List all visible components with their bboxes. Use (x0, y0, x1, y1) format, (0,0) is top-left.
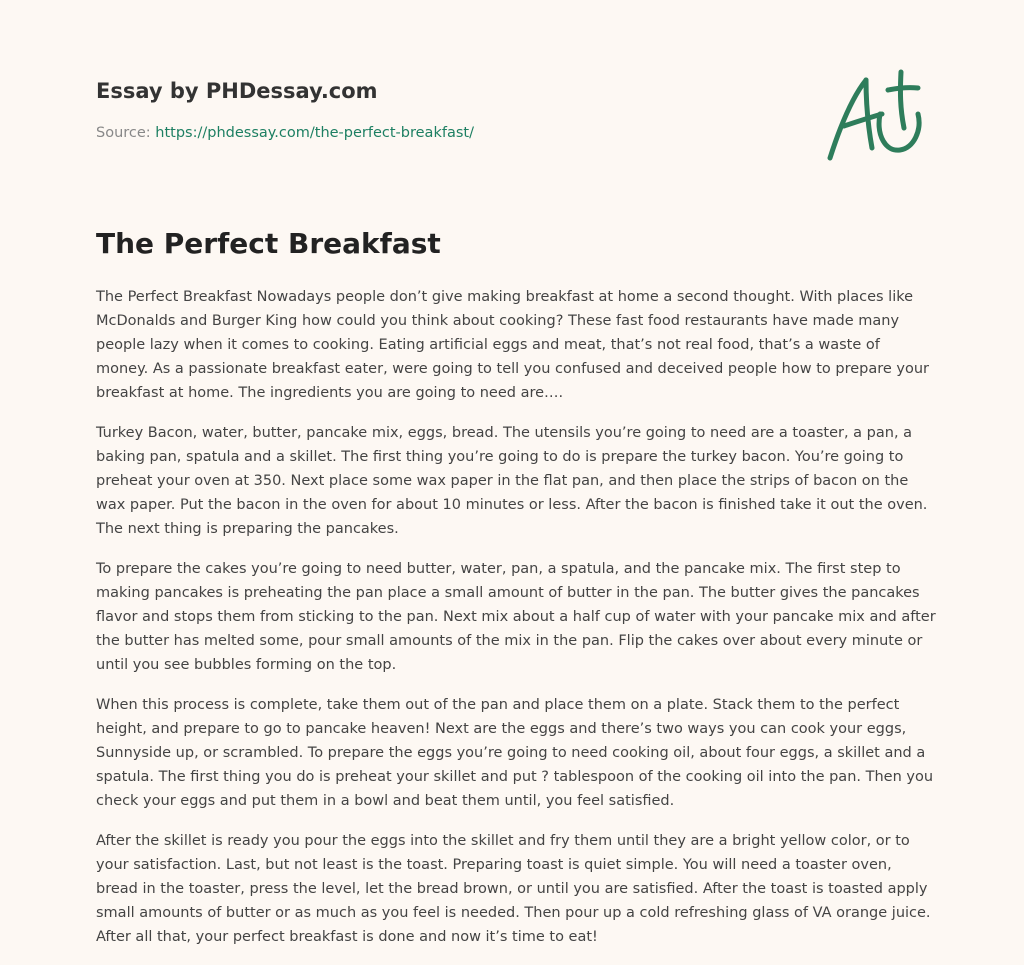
brand-title: Essay by PHDessay.com (96, 79, 378, 103)
essay-paragraph: The Perfect Breakfast Nowadays people don’t give making breakfast at home a second thought. With places like McDonalds and Burger King how could you think about cooking? These fast food restaurants have made many people lazy when it comes to cooking. Eating artificial eggs and meat, that’s not real food, that’s a waste of money. As a passionate breakfast eater, were going to tell you confused and deceived people how to prepare your breakfast at home. The ingredients you are going to need are…. (96, 289, 929, 401)
essay-paragraph: To prepare the cakes you’re going to need butter, water, pan, a spatula, and the pancake mix. The first step to making pancakes is preheating the pan place a small amount of butter in the pan. The butter gives the pancakes flavor and stops them from sticking to the pan. Next mix about a half cup of water with your pancake mix and after the butter has melted some, pour small amounts of the mix in the pan. Flip the cakes over about every minute or until you see bubbles forming on the top. (96, 561, 936, 673)
essay-title: The Perfect Breakfast (96, 227, 441, 260)
source-line (96, 124, 796, 142)
source-label: Source: (96, 125, 156, 141)
essay-body (96, 285, 936, 965)
essay-paragraph: When this process is complete, take them out of the pan and place them on a plate. Stack them to the perfect height, and prepare to go to pancake heaven! Next are the eggs and there’s two ways you can cook your eggs, Sunnyside up, or scrambled. To prepare the eggs you’re going to need cooking oil, about four eggs, a skillet and a spatula. The first thing you do is preheat your skillet and put ? tablespoon of the cooking oil into the pan. Then you check your eggs and put them in a bowl and beat them until, you feel satisfied. (96, 697, 934, 809)
essay-paragraph: Turkey Bacon, water, butter, pancake mix, eggs, bread. The utensils you’re going to need are a toaster, a pan, a baking pan, spatula and a skillet. The first thing you’re going to do is prepare the turkey bacon. You’re going to preheat your oven at 350. Next place some wax paper in the flat pan, and then place the strips of bacon on the wax paper. Put the bacon in the oven for about 10 minutes or less. After the bacon is finished take it out the oven. The next thing is preparing the pancakes. (96, 425, 928, 537)
essay-header (96, 78, 796, 142)
essay-paragraph: After the skillet is ready you pour the eggs into the skillet and fry them until they are a bright yellow color, or to your satisfaction. Last, but not least is the toast. Preparing toast is quiet simple. You will need a toaster oven, bread in the toaster, press the level, let the bread brown, or until you are satisfied. After the toast is toasted apply small amounts of butter or as much as you feel is needed. Then pour up a cold refreshing glass of VA orange juice. After all that, your perfect breakfast is done and now it’s time to eat! (96, 833, 931, 945)
a-plus-grade-icon (822, 68, 926, 164)
source-link[interactable]: https://phdessay.com/the-perfect-breakfast/ (155, 125, 474, 141)
